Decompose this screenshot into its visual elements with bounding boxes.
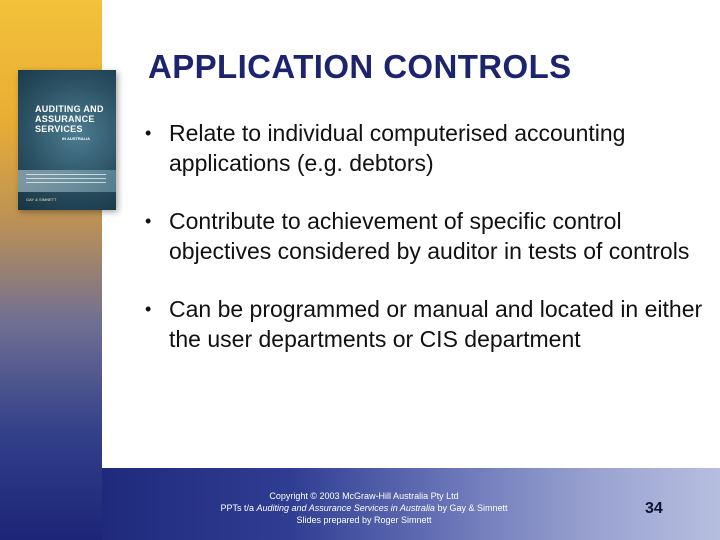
bullet-icon: • <box>145 123 152 143</box>
book-authors: GAY & SIMNETT <box>26 197 57 202</box>
footer-line-2-prefix: PPTs t/a <box>220 503 257 513</box>
page-number: 34 <box>645 500 663 517</box>
bullet-item <box>145 206 705 266</box>
book-title-line-2: ASSURANCE <box>35 114 95 124</box>
slide-title: APPLICATION CONTROLS <box>148 48 572 85</box>
book-subtitle: IN AUSTRALIA <box>62 136 91 141</box>
bullet-icon: • <box>145 299 152 319</box>
book-title-line-1: AUDITING AND <box>35 104 104 114</box>
footer-line-2-suffix: by Gay & Simnett <box>434 503 508 513</box>
footer-line-3: Slides prepared by Roger Simnett <box>296 515 432 525</box>
bullet-item <box>145 118 705 178</box>
footer-book-title: Auditing and Assurance Services in Australia <box>256 503 435 513</box>
bullet-text: Relate to individual computerised accounting applications (e.g. debtors) <box>169 120 626 176</box>
bullet-text: Contribute to achievement of specific control objectives considered by auditor in tests of controls <box>169 208 690 264</box>
book-title-line-3: SERVICES <box>35 124 83 134</box>
bullet-list <box>145 118 705 382</box>
book-cover-image <box>18 70 116 210</box>
book-cover-lines <box>26 174 106 186</box>
footer-line-1: Copyright © 2003 McGraw-Hill Australia Pty Ltd <box>269 491 459 501</box>
bullet-item <box>145 294 705 354</box>
bullet-text: Can be programmed or manual and located in either the user departments or CIS department <box>169 296 703 352</box>
footer-line-2 <box>174 502 554 514</box>
footer-copyright <box>174 490 554 526</box>
bullet-icon: • <box>145 211 152 231</box>
